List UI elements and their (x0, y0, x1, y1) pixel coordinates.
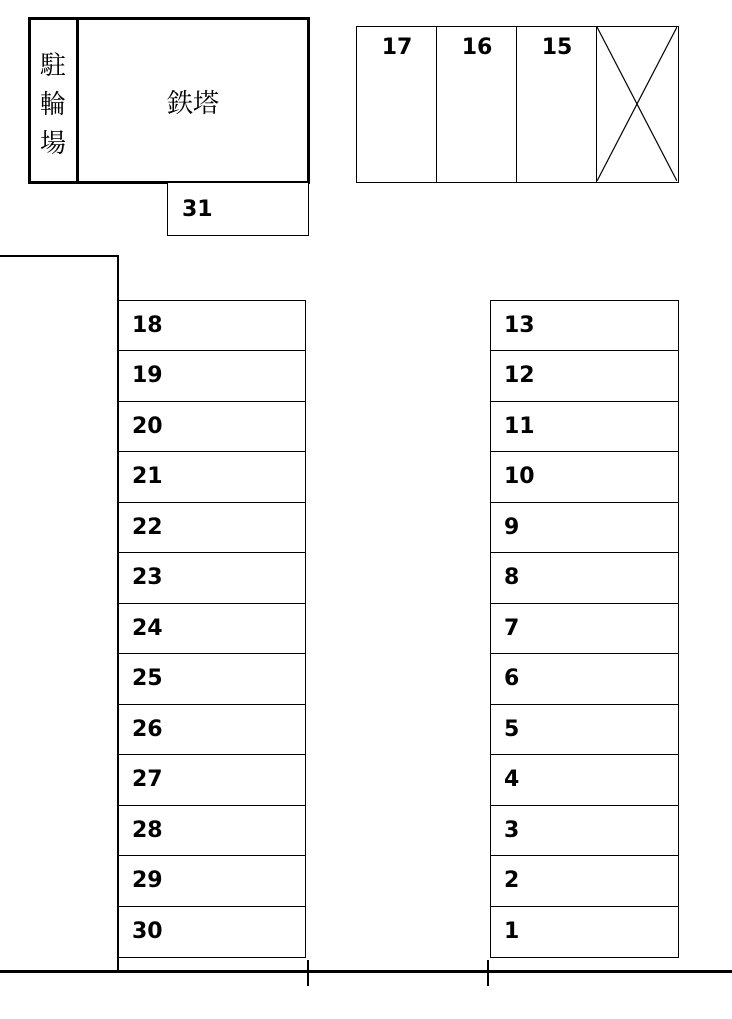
parking-slot-number: 21 (132, 464, 163, 489)
parking-slot-2 (490, 855, 679, 907)
parking-slot-number: 7 (504, 616, 520, 641)
parking-slot-number: 12 (504, 363, 535, 388)
parking-slot-8 (490, 552, 679, 604)
parking-slot-21 (118, 451, 306, 503)
parking-slot-7 (490, 603, 679, 655)
parking-slot-number: 25 (132, 666, 163, 691)
parking-slot-number: 11 (504, 414, 535, 439)
parking-slot-number: 8 (504, 565, 520, 590)
parking-slot-number: 1 (504, 919, 520, 944)
steel-tower-label: 鉄塔 (166, 89, 219, 119)
cross-mark-icon (597, 27, 677, 181)
parking-slot-16 (436, 26, 518, 183)
parking-slot-27 (118, 754, 306, 806)
parking-slot-number: 9 (504, 515, 520, 540)
parking-slot-12 (490, 350, 679, 402)
bicycle-parking-char-2: 輪 (40, 90, 67, 120)
parking-slot-22 (118, 502, 306, 554)
parking-slot-number: 17 (381, 35, 413, 60)
parking-slot-number: 15 (541, 35, 573, 60)
parking-slot-number: 2 (504, 868, 520, 893)
parking-slot-20 (118, 401, 306, 453)
bicycle-parking-char-3: 場 (40, 129, 67, 159)
parking-slot-number: 6 (504, 666, 520, 691)
parking-slot-23 (118, 552, 306, 604)
parking-slot-number: 16 (461, 35, 493, 60)
parking-slot-5 (490, 704, 679, 756)
parking-slot-number: 3 (504, 818, 520, 843)
bicycle-parking-area (28, 17, 79, 184)
parking-slot-11 (490, 401, 679, 453)
parking-slot-26 (118, 704, 306, 756)
parking-slot-10 (490, 451, 679, 503)
parking-slot-18 (118, 300, 306, 352)
parking-slot-number: 20 (132, 414, 163, 439)
parking-slot-number: 31 (182, 197, 213, 222)
parking-slot-31 (167, 182, 309, 236)
unavailable-slot (596, 26, 679, 183)
parking-slot-number: 30 (132, 919, 163, 944)
parking-slot-number: 24 (132, 616, 163, 641)
road-boundary-line (0, 970, 732, 973)
parking-slot-29 (118, 855, 306, 907)
parking-slot-number: 19 (132, 363, 163, 388)
bicycle-parking-char-1: 駐 (40, 51, 67, 81)
parking-slot-number: 27 (132, 767, 163, 792)
steel-tower-area (76, 17, 310, 184)
parking-slot-15 (516, 26, 598, 183)
parking-slot-number: 4 (504, 767, 520, 792)
parking-slot-4 (490, 754, 679, 806)
parking-slot-1 (490, 906, 679, 958)
parking-slot-number: 26 (132, 717, 163, 742)
parking-slot-number: 18 (132, 313, 163, 338)
parking-slot-number: 28 (132, 818, 163, 843)
parking-slot-number: 23 (132, 565, 163, 590)
parking-slot-number: 29 (132, 868, 163, 893)
parking-slot-number: 10 (504, 464, 535, 489)
parking-slot-24 (118, 603, 306, 655)
parking-slot-13 (490, 300, 679, 352)
entrance-marker-right (487, 960, 489, 986)
parking-slot-3 (490, 805, 679, 857)
parking-slot-30 (118, 906, 306, 958)
parking-slot-9 (490, 502, 679, 554)
parking-slot-25 (118, 653, 306, 705)
parking-slot-17 (356, 26, 438, 183)
entrance-marker-left (307, 960, 309, 986)
parking-slot-19 (118, 350, 306, 402)
parking-slot-number: 13 (504, 313, 535, 338)
boundary-wall-top (0, 255, 119, 257)
parking-slot-6 (490, 653, 679, 705)
parking-slot-number: 5 (504, 717, 520, 742)
parking-slot-28 (118, 805, 306, 857)
parking-slot-number: 22 (132, 515, 163, 540)
